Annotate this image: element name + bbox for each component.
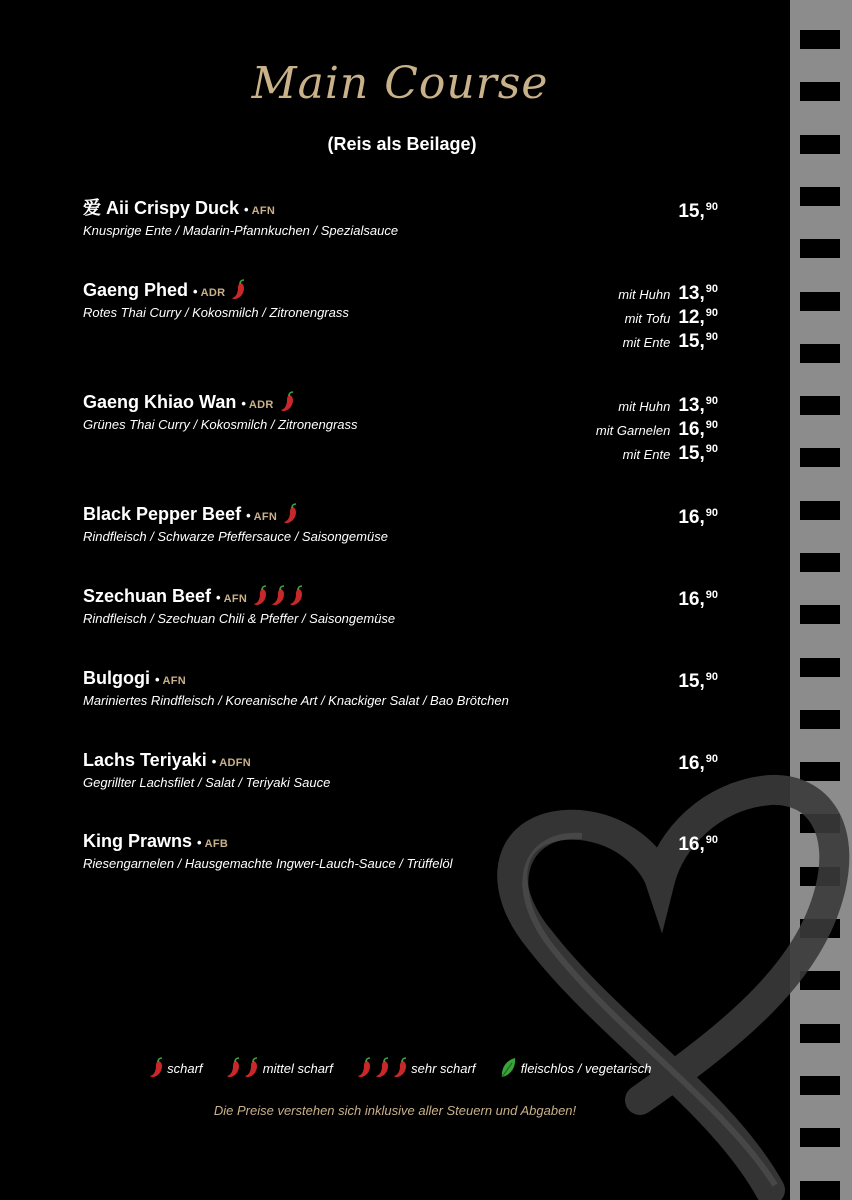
price-main: 13, <box>678 283 705 304</box>
price-value <box>678 671 718 692</box>
price-row <box>618 301 718 328</box>
dish-title: Bulgogi <box>83 668 150 688</box>
price-main: 16, <box>678 419 705 440</box>
stripe-bar <box>800 292 840 311</box>
price-row <box>678 665 718 692</box>
price-value <box>678 331 718 352</box>
stripe-bar <box>800 448 840 467</box>
dish-item <box>83 666 509 709</box>
price-cents: 90 <box>705 589 718 601</box>
allergen-codes: ADR <box>200 287 226 299</box>
dish-name <box>83 502 388 529</box>
dish-prices <box>678 583 718 610</box>
dish-name <box>83 196 398 223</box>
dish-prices <box>678 665 718 692</box>
legend-veggie-label: fleischlos / vegetarisch <box>520 1061 652 1076</box>
price-row <box>595 413 718 440</box>
price-main: 15, <box>678 201 705 222</box>
dish-item <box>83 390 358 433</box>
dish-item <box>83 502 388 545</box>
price-cents: 90 <box>705 419 718 431</box>
dish-name <box>83 748 330 775</box>
dish-title: King Prawns <box>83 831 193 851</box>
chili-icon <box>149 1057 164 1079</box>
legend-medium-label: mittel scharf <box>262 1061 333 1076</box>
price-row <box>596 437 718 464</box>
chili-icon <box>149 1061 164 1076</box>
dish-description: Knusprige Ente / Madarin-Pfannkuchen / Spezialsauce <box>83 223 399 238</box>
legend-mild-label: scharf <box>167 1061 203 1076</box>
stripe-bar <box>800 658 840 677</box>
separator-dot: • <box>197 835 202 850</box>
spice-level <box>231 280 246 300</box>
chili-icon <box>244 1057 259 1079</box>
leaf-icon <box>499 1057 517 1079</box>
dish-prices <box>595 389 718 464</box>
chili-icon <box>289 585 304 607</box>
separator-dot: • <box>193 284 198 299</box>
price-variant-label: mit Huhn <box>618 287 671 302</box>
dish-description: Rotes Thai Curry / Kokosmilch / Zitronengrass <box>83 305 349 320</box>
allergen-codes: AFN <box>223 593 248 605</box>
dish-title: Gaeng Phed <box>83 280 189 300</box>
dish-prices <box>678 195 718 222</box>
dish-title: 爱 Aii Crispy Duck <box>83 198 240 218</box>
allergen-codes: AFN <box>253 511 278 523</box>
spice-level <box>283 504 298 524</box>
stripe-bar <box>800 553 840 572</box>
dish-name <box>83 666 509 693</box>
price-cents: 90 <box>705 753 718 765</box>
stripe-bar <box>800 135 840 154</box>
allergen-codes: ADR <box>248 399 274 411</box>
allergen-codes: AFB <box>204 838 229 850</box>
price-variant-label: mit Huhn <box>618 399 671 414</box>
price-cents: 90 <box>705 307 718 319</box>
price-value <box>678 834 718 855</box>
chili-icon <box>226 1057 241 1079</box>
price-main: 16, <box>678 589 705 610</box>
separator-dot: • <box>241 396 246 411</box>
price-main: 15, <box>678 443 705 464</box>
dish-prices <box>678 747 718 774</box>
price-row <box>618 277 718 304</box>
dish-name <box>83 829 453 856</box>
chili-icon <box>271 585 286 607</box>
price-main: 15, <box>678 671 705 692</box>
stripe-bar <box>800 30 840 49</box>
legend-veggie <box>499 1057 651 1079</box>
legend-medium <box>226 1057 333 1079</box>
price-row <box>678 747 718 774</box>
price-cents: 90 <box>705 283 718 295</box>
legend-hot-label: sehr scharf <box>411 1061 476 1076</box>
chili-icon <box>393 1057 408 1079</box>
legend-hot <box>357 1057 476 1079</box>
stripe-bar <box>800 605 840 624</box>
dish-item <box>83 829 453 872</box>
chili-icon <box>231 279 246 301</box>
separator-dot: • <box>216 590 221 605</box>
separator-dot: • <box>244 202 249 217</box>
chili-icon <box>280 391 295 413</box>
dish-name <box>83 278 349 305</box>
price-main: 12, <box>678 307 705 328</box>
chili-icon <box>226 1061 259 1076</box>
spice-level <box>280 392 295 412</box>
price-variant-label: mit Tofu <box>624 311 671 326</box>
price-row <box>618 325 718 352</box>
dish-prices <box>618 277 718 352</box>
price-value <box>678 507 718 528</box>
dish-item <box>83 196 398 239</box>
dish-description: Mariniertes Rindfleisch / Koreanische Art / Knackiger Salat / Bao Brötchen <box>83 693 509 708</box>
stripe-bar <box>800 501 840 520</box>
stripe-bar <box>800 344 840 363</box>
price-cents: 90 <box>705 443 718 455</box>
chili-icon <box>283 503 298 525</box>
dish-title: Black Pepper Beef <box>83 504 242 524</box>
price-note: Die Preise verstehen sich inklusive aller Steuern und Abgaben! <box>213 1103 577 1118</box>
dish-description: Riesengarnelen / Hausgemachte Ingwer-Lauch-Sauce / Trüffelöl <box>83 856 453 871</box>
separator-dot: • <box>211 754 217 769</box>
price-value <box>678 589 718 610</box>
price-main: 13, <box>678 395 705 416</box>
price-cents: 90 <box>705 395 718 407</box>
price-cents: 90 <box>705 834 718 846</box>
price-row <box>596 389 718 416</box>
price-row <box>678 583 718 610</box>
spice-legend <box>0 1057 800 1079</box>
page-title: Main Course <box>251 58 549 109</box>
allergen-codes: ADFN <box>219 757 252 769</box>
price-cents: 90 <box>705 331 718 343</box>
dish-prices <box>678 501 718 528</box>
price-value <box>678 201 718 222</box>
price-cents: 90 <box>705 671 718 683</box>
dish-name <box>83 584 395 611</box>
spice-level <box>253 586 304 606</box>
price-value <box>678 753 718 774</box>
brush-heart-graphic <box>470 770 850 1200</box>
page-subtitle: (Reis als Beilage) <box>327 134 477 154</box>
dish-title: Gaeng Khiao Wan <box>83 392 237 412</box>
price-value <box>678 443 718 464</box>
allergen-codes: AFN <box>162 675 187 687</box>
chili-icon <box>375 1057 390 1079</box>
dish-item <box>83 748 330 791</box>
dish-title: Lachs Teriyaki <box>83 750 207 770</box>
stripe-bar <box>800 187 840 206</box>
price-variant-label: mit Ente <box>622 335 671 350</box>
dish-description: Gegrillter Lachsfilet / Salat / Teriyaki Sauce <box>83 775 331 790</box>
dish-description: Rindfleisch / Schwarze Pfeffersauce / Saisongemüse <box>83 529 388 544</box>
stripe-bar <box>800 82 840 101</box>
dish-item <box>83 584 395 627</box>
price-row <box>678 501 718 528</box>
price-row <box>678 195 718 222</box>
stripe-bar <box>800 710 840 729</box>
chili-icon <box>357 1057 372 1079</box>
chili-icon <box>357 1061 408 1076</box>
stripe-bar <box>800 396 840 415</box>
price-main: 16, <box>678 753 705 774</box>
price-cents: 90 <box>705 201 718 213</box>
allergen-codes: AFN <box>251 205 276 217</box>
stripe-bar <box>800 239 840 258</box>
separator-dot: • <box>246 508 251 523</box>
dish-description: Rindfleisch / Szechuan Chili & Pfeffer / Saisongemüse <box>83 611 396 626</box>
price-variant-label: mit Garnelen <box>595 423 671 438</box>
dish-title: Szechuan Beef <box>83 586 212 606</box>
separator-dot: • <box>154 672 160 687</box>
price-main: 15, <box>678 331 705 352</box>
dish-prices <box>678 828 718 855</box>
dish-description: Grünes Thai Curry / Kokosmilch / Zitronengrass <box>83 417 358 432</box>
price-main: 16, <box>678 834 705 855</box>
dish-item <box>83 278 349 321</box>
price-cents: 90 <box>705 507 718 519</box>
chili-icon <box>253 585 268 607</box>
dish-name <box>83 390 358 417</box>
price-main: 16, <box>678 507 705 528</box>
price-row <box>678 828 718 855</box>
legend-mild <box>149 1057 203 1079</box>
price-variant-label: mit Ente <box>622 447 671 462</box>
